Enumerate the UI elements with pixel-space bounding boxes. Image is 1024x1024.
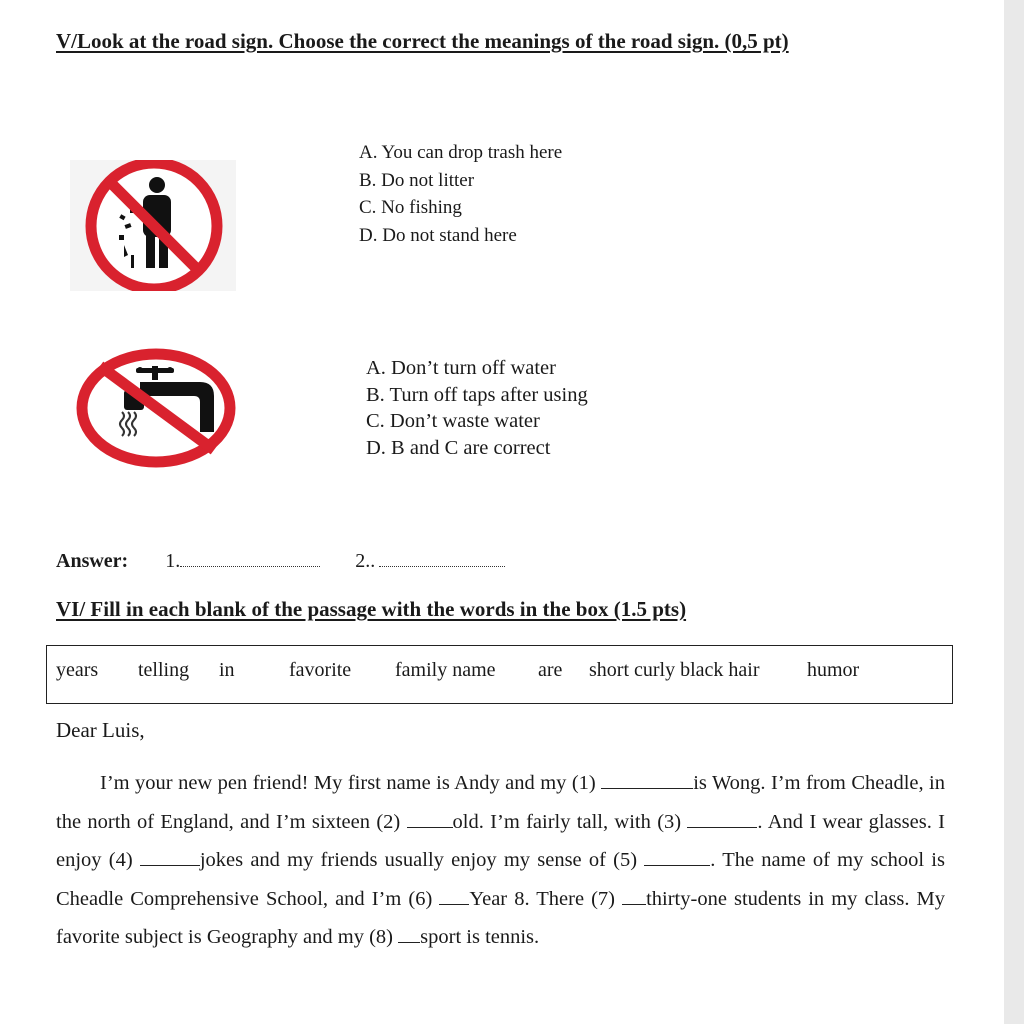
blank-5[interactable] xyxy=(644,847,710,866)
passage-text: sport is tennis. xyxy=(420,926,540,949)
answer-1-number: 1. xyxy=(165,550,181,572)
option-d[interactable]: D. Do not stand here xyxy=(359,224,517,246)
blank-1[interactable] xyxy=(601,770,693,789)
no-water-waste-sign-icon xyxy=(68,338,258,478)
passage-text: Year 8. There (7) xyxy=(469,887,623,910)
answer-2-blank[interactable] xyxy=(379,549,505,567)
passage-text: jokes and my friends usually enjoy my sense of (5) xyxy=(199,849,645,872)
passage-text: thirty-one students in my class. My favorite subject is Geography and my (8) xyxy=(56,887,945,949)
word-box xyxy=(46,645,953,704)
question-2-options xyxy=(366,355,588,461)
answer-2-number: 2.. xyxy=(355,550,376,572)
word-are: are xyxy=(538,659,563,681)
section-v-heading: V/Look at the road sign. Choose the correct the meanings of the road sign. (0,5 pt) xyxy=(56,29,789,53)
passage-text: . The name of my school is Cheadle Comprehensive School, and I’m (6) xyxy=(56,849,945,910)
passage-text: . And I wear glasses. I enjoy (4) xyxy=(56,810,945,872)
blank-3[interactable] xyxy=(687,809,757,828)
option-d[interactable]: D. B and C are correct xyxy=(366,436,551,459)
option-b[interactable]: B. Do not litter xyxy=(359,169,475,191)
word-telling: telling xyxy=(138,659,190,681)
blank-2[interactable] xyxy=(407,809,453,828)
passage xyxy=(56,764,945,957)
option-c[interactable]: C. Don’t waste water xyxy=(366,410,540,432)
word-humor: humor xyxy=(807,659,860,681)
word-short-curly-black-hair: short curly black hair xyxy=(589,659,760,681)
blank-8[interactable] xyxy=(398,924,420,943)
passage-text: I’m your new pen friend! My first name is Andy and my (1) xyxy=(100,772,602,794)
section-vi-heading: VI/ Fill in each blank of the passage with the words in the box (1.5 pts) xyxy=(56,597,687,621)
blank-7[interactable] xyxy=(622,886,646,905)
word-years: years xyxy=(56,659,99,681)
option-a[interactable]: A. You can drop trash here xyxy=(359,142,563,163)
option-a[interactable]: A. Don’t turn off water xyxy=(366,357,556,379)
blank-4[interactable] xyxy=(140,847,200,866)
page-edge xyxy=(1004,0,1024,1024)
word-in: in xyxy=(219,659,235,681)
word-favorite: favorite xyxy=(289,659,352,681)
salutation: Dear Luis, xyxy=(56,718,145,742)
no-littering-sign-icon xyxy=(70,160,236,291)
answer-line xyxy=(56,549,505,573)
question-1-options xyxy=(359,139,562,249)
option-b[interactable]: B. Turn off taps after using xyxy=(366,383,588,406)
answer-label: Answer: xyxy=(56,550,129,572)
passage-text: old. I’m fairly tall, with (3) xyxy=(452,810,688,833)
option-c[interactable]: C. No fishing xyxy=(359,197,462,218)
word-family-name: family name xyxy=(395,659,496,681)
passage-text: is Wong. I’m from Cheadle, in the north of England, and I’m sixteen (2) xyxy=(56,772,946,833)
answer-1-blank[interactable] xyxy=(180,549,320,567)
blank-6[interactable] xyxy=(439,886,469,905)
